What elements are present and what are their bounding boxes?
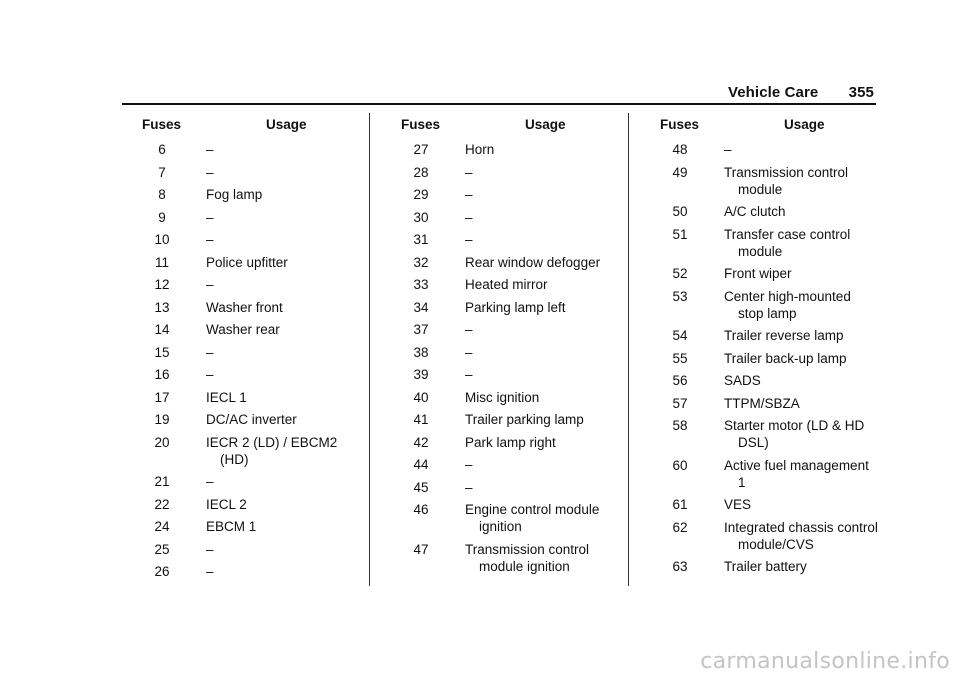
page-header	[728, 84, 874, 101]
fuse-number: 58	[672, 418, 688, 433]
fuse-usage: –	[465, 164, 473, 180]
fuse-number: 32	[413, 254, 429, 270]
table-header	[640, 117, 890, 141]
fuse-usage: Active fuel management 1	[724, 457, 869, 490]
fuses-header: Fuses	[401, 117, 441, 132]
fuse-number: 61	[672, 497, 688, 512]
fuse-number: 53	[672, 288, 688, 304]
fuses-header: Fuses	[142, 117, 182, 132]
fuse-usage: EBCM 1	[206, 519, 257, 534]
fuse-number: 31	[413, 232, 429, 247]
table-row	[640, 496, 890, 519]
fuse-usage: Front wiper	[724, 266, 792, 281]
fuse-usage: Engine control module ignition	[465, 502, 600, 534]
fuses-header: Fuses	[660, 117, 700, 132]
fuse-usage: IECR 2 (LD) / EBCM2 (HD)	[206, 434, 338, 467]
table-row	[381, 164, 631, 187]
fuse-usage: IECL 1	[206, 389, 247, 405]
fuse-number: 45	[413, 479, 429, 495]
fuse-usage: Center high-mounted stop lamp	[724, 288, 851, 321]
fuse-number: 11	[154, 254, 169, 270]
table-row	[381, 254, 631, 277]
fuse-usage: –	[206, 142, 214, 157]
fuse-number: 46	[413, 502, 429, 517]
fuse-usage: Horn	[465, 142, 495, 157]
fuse-number: 57	[672, 395, 688, 411]
fuse-usage: Trailer battery	[724, 559, 807, 574]
fuse-number: 47	[413, 541, 429, 557]
fuse-usage: Police upfitter	[206, 254, 288, 270]
fuse-number: 55	[672, 350, 688, 366]
table-row	[381, 389, 631, 412]
fuse-number: 20	[154, 434, 170, 450]
fuse-usage: –	[465, 187, 473, 202]
table-row	[122, 518, 372, 541]
table-row	[381, 479, 631, 502]
table-row	[381, 411, 631, 434]
fuse-number: 33	[413, 277, 429, 292]
fuse-number: 9	[158, 209, 166, 225]
fuse-number: 22	[154, 496, 170, 512]
fuse-usage: Trailer parking lamp	[465, 412, 584, 427]
table-row	[122, 344, 372, 367]
table-row	[381, 276, 631, 299]
fuse-number: 44	[413, 457, 429, 472]
table-header	[122, 117, 372, 141]
watermark: carmanualsonline.info	[700, 649, 950, 674]
table-row	[122, 541, 372, 564]
table-row	[122, 276, 372, 299]
table-header	[381, 117, 631, 141]
fuse-usage: Transfer case control module	[724, 226, 851, 259]
fuse-number: 39	[413, 367, 429, 382]
table-row	[122, 164, 372, 187]
fuse-usage: Washer rear	[206, 322, 280, 337]
table-row	[381, 541, 631, 581]
table-row	[640, 350, 890, 373]
fuse-usage: IECL 2	[206, 496, 247, 512]
table-row	[381, 344, 631, 367]
usage-header: Usage	[784, 117, 825, 132]
fuse-number: 13	[154, 299, 170, 315]
table-row	[122, 141, 372, 164]
usage-header: Usage	[266, 117, 307, 132]
fuse-usage: –	[206, 164, 214, 180]
fuse-number: 17	[154, 389, 170, 405]
fuse-table-column-1	[122, 117, 372, 586]
header-rule	[122, 103, 876, 105]
fuse-number: 54	[672, 328, 688, 343]
table-row	[122, 496, 372, 519]
fuse-usage: –	[206, 277, 214, 292]
fuse-table-column-2	[381, 117, 631, 580]
table-row	[640, 164, 890, 204]
section-title: Vehicle Care	[727, 84, 819, 101]
fuse-number: 16	[154, 367, 170, 382]
table-row	[381, 501, 631, 541]
fuse-usage: –	[206, 367, 214, 382]
fuse-usage: –	[465, 322, 473, 337]
fuse-usage: Misc ignition	[465, 389, 540, 405]
fuse-usage: Integrated chassis control module/CVS	[724, 519, 878, 552]
fuse-number: 62	[672, 519, 688, 535]
fuse-usage: –	[206, 564, 214, 579]
table-row	[122, 299, 372, 322]
fuse-usage: –	[206, 541, 214, 557]
fuse-number: 27	[413, 142, 429, 157]
fuse-number: 48	[672, 142, 688, 157]
table-row	[122, 254, 372, 277]
fuse-usage: Transmission control module ignition	[465, 541, 590, 574]
page-number: 355	[848, 84, 874, 101]
table-row	[122, 209, 372, 232]
table-row	[122, 389, 372, 412]
table-row	[381, 366, 631, 389]
fuse-usage: Fog lamp	[206, 187, 263, 202]
fuse-number: 30	[413, 209, 429, 225]
fuse-number: 40	[413, 389, 429, 405]
fuse-number: 19	[154, 412, 170, 427]
fuse-number: 37	[413, 322, 429, 337]
fuse-usage: Washer front	[206, 299, 283, 315]
table-row	[381, 321, 631, 344]
table-row	[122, 186, 372, 209]
table-row	[122, 473, 372, 496]
fuse-number: 42	[413, 434, 429, 450]
fuse-number: 12	[154, 277, 170, 292]
table-row	[640, 141, 890, 164]
table-row	[640, 558, 890, 581]
fuse-number: 8	[158, 187, 166, 202]
fuse-usage: –	[724, 142, 732, 157]
fuse-usage: Parking lamp left	[465, 299, 566, 315]
fuse-usage: –	[206, 474, 214, 489]
fuse-number: 15	[154, 344, 170, 360]
fuse-usage: TTPM/SBZA	[724, 395, 800, 411]
fuse-number: 41	[413, 412, 429, 427]
table-row	[640, 372, 890, 395]
fuse-number: 50	[672, 204, 688, 219]
usage-header: Usage	[525, 117, 566, 132]
fuse-number: 7	[158, 164, 166, 180]
table-row	[122, 563, 372, 586]
table-body	[122, 141, 372, 586]
fuse-usage: –	[206, 232, 214, 247]
fuse-number: 52	[672, 266, 688, 281]
fuse-usage: –	[465, 367, 473, 382]
table-row	[381, 186, 631, 209]
table-row	[381, 209, 631, 232]
fuse-usage: –	[206, 209, 214, 225]
table-row	[640, 226, 890, 266]
fuse-number: 38	[413, 344, 429, 360]
table-row	[640, 265, 890, 288]
table-body	[640, 141, 890, 581]
fuse-number: 25	[154, 541, 170, 557]
fuse-usage: –	[465, 457, 473, 472]
table-row	[381, 299, 631, 322]
fuse-usage: SADS	[724, 373, 761, 388]
table-row	[640, 288, 890, 328]
fuse-usage: Rear window defogger	[465, 254, 601, 270]
table-row	[381, 141, 631, 164]
fuse-number: 49	[672, 164, 688, 180]
fuse-number: 34	[413, 299, 429, 315]
fuse-number: 28	[413, 164, 429, 180]
table-row	[381, 434, 631, 457]
fuse-usage: A/C clutch	[724, 204, 786, 219]
fuse-usage: Trailer reverse lamp	[724, 328, 844, 343]
table-row	[640, 457, 890, 497]
fuse-usage: –	[465, 479, 473, 495]
table-row	[381, 231, 631, 254]
table-row	[640, 327, 890, 350]
fuse-number: 24	[154, 519, 170, 534]
fuse-usage: Transmission control module	[724, 164, 849, 197]
fuse-usage: –	[206, 344, 214, 360]
fuse-usage: Heated mirror	[465, 277, 548, 292]
table-row	[122, 231, 372, 254]
fuse-usage: Starter motor (LD & HD DSL)	[724, 418, 865, 450]
table-row	[122, 434, 372, 474]
table-row	[122, 366, 372, 389]
fuse-table-column-3	[640, 117, 890, 581]
fuse-usage: Park lamp right	[465, 434, 556, 450]
fuse-usage: –	[465, 232, 473, 247]
fuse-usage: –	[465, 344, 473, 360]
table-row	[640, 417, 890, 457]
fuse-number: 21	[154, 474, 170, 489]
fuse-number: 29	[413, 187, 429, 202]
fuse-usage: Trailer back-up lamp	[724, 350, 847, 366]
fuse-number: 63	[672, 559, 688, 574]
table-row	[122, 411, 372, 434]
fuse-number: 26	[154, 564, 170, 579]
fuse-usage: VES	[724, 497, 752, 512]
fuse-number: 51	[672, 226, 688, 242]
table-row	[640, 519, 890, 559]
fuse-number: 10	[154, 232, 170, 247]
table-row	[122, 321, 372, 344]
fuse-usage: –	[465, 209, 473, 225]
fuse-number: 6	[158, 142, 166, 157]
fuse-usage: DC/AC inverter	[206, 412, 297, 427]
table-row	[381, 456, 631, 479]
fuse-number: 60	[672, 457, 688, 473]
table-body	[381, 141, 631, 580]
table-row	[640, 395, 890, 418]
fuse-number: 14	[154, 322, 170, 337]
fuse-number: 56	[672, 373, 688, 388]
table-row	[640, 203, 890, 226]
